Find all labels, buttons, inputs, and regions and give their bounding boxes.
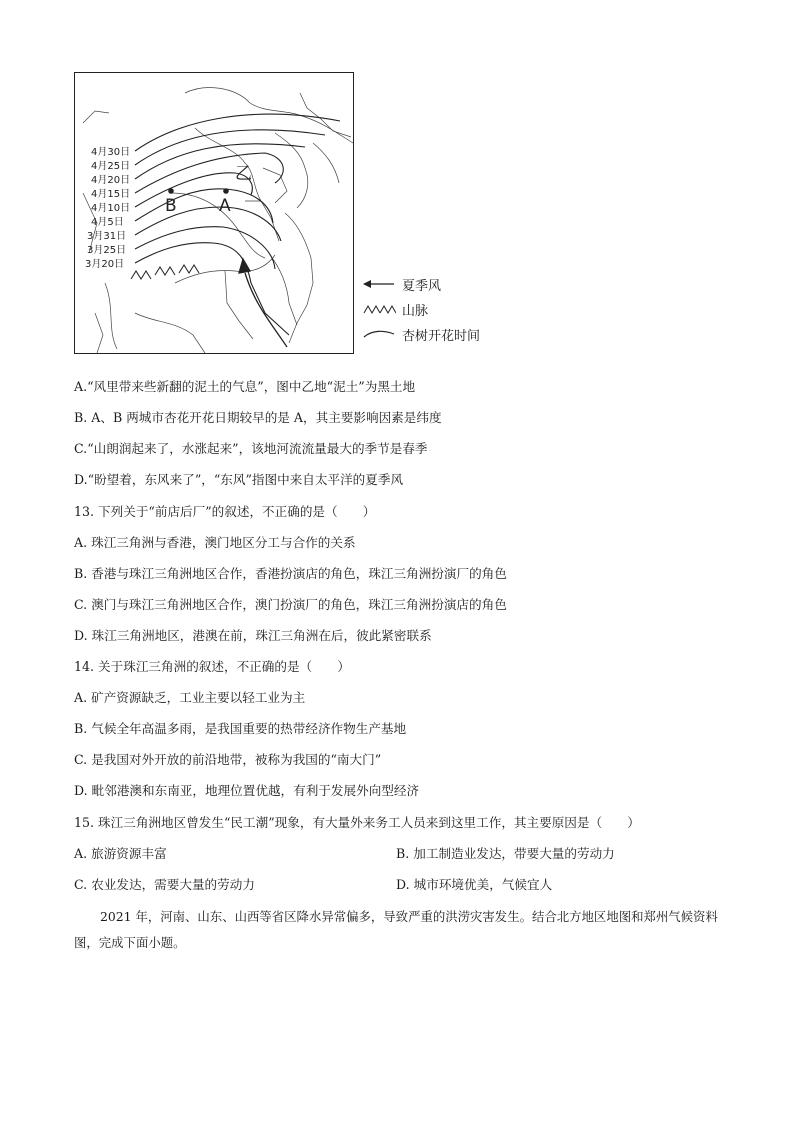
- q12-option-b: B. A、B 两城市杏花开花日期较早的是 A，其主要影响因素是纬度: [74, 410, 442, 425]
- city-b-point: [168, 188, 174, 194]
- q15-option-d: D. 城市环境优美，气候宜人: [396, 877, 553, 892]
- q13-option-b: B. 香港与珠江三角洲地区合作，香港扮演店的角色，珠江三角洲扮演厂的角色: [74, 566, 507, 581]
- q14-option-c: C. 是我国对外开放的前沿地带，被称为我国的“南大门”: [74, 752, 382, 767]
- q14-option-a: A. 矿产资源缺乏，工业主要以轻工业为主: [74, 690, 306, 705]
- q14-option-b: B. 气候全年高温多雨，是我国重要的热带经济作物生产基地: [74, 721, 407, 736]
- isochrone-label: 4月15日: [91, 189, 131, 200]
- isochrone-label: 4月30日: [91, 147, 131, 158]
- map-drawing: [75, 73, 354, 354]
- isochrone-lines: [135, 114, 340, 335]
- q15-option-a: A. 旅游资源丰富: [74, 846, 167, 861]
- q12-option-a: A.“风里带来些新翻的泥土的气息”，图中乙地“泥土”为黑土地: [74, 379, 416, 394]
- intro-paragraph: 2021 年，河南、山东、山西等省区降水异常偏多，导致严重的洪涝灾害发生。结合北方地区地图和郑州气候资料图，完成下面小题。: [74, 909, 718, 950]
- legend-item-summer-monsoon: [362, 274, 441, 294]
- isochrone-label: 3月20日: [85, 259, 125, 270]
- q13-option-a: A. 珠江三角洲与香港，澳门地区分工与合作的关系: [74, 535, 356, 550]
- isochrone-map: [74, 72, 354, 354]
- isochrone-label: 4月25日: [91, 161, 131, 172]
- legend-item-mountains: [362, 299, 428, 319]
- legend-item-blossom-date: [362, 324, 480, 344]
- q13-option-c: C. 澳门与珠江三角洲地区合作，澳门扮演厂的角色，珠江三角洲扮演店的角色: [74, 597, 507, 612]
- curve-line-icon: [362, 328, 396, 340]
- q13-option-d: D. 珠江三角洲地区，港澳在前，珠江三角洲在后，彼此紧密联系: [74, 628, 432, 643]
- q12-option-d: D.“盼望着，东风来了”，“东风”指图中来自太平洋的夏季风: [74, 472, 404, 487]
- legend-label: 杏树开花时间: [402, 328, 481, 344]
- isochrone-label: 3月31日: [87, 231, 127, 242]
- legend-label: 夏季风: [402, 278, 442, 294]
- isochrone-label: 3月25日: [87, 245, 127, 256]
- isochrone-label: 4月5日: [91, 217, 124, 228]
- legend-label: 山脉: [402, 303, 429, 319]
- isochrone-label: 4月20日: [91, 175, 131, 186]
- q12-option-c: C.“山朗润起来了，水涨起来”，该地河流流量最大的季节是春季: [74, 441, 428, 456]
- q15-stem: 15. 珠江三角洲地区曾发生“民工潮”现象，有大量外来务工人员来到这里工作，其主要原因是（ ）: [74, 815, 640, 830]
- arrow-left-icon: [362, 278, 396, 290]
- isochrone-label: 4月10日: [91, 203, 131, 214]
- q13-stem: 13. 下列关于“前店后厂”的叙述，不正确的是（ ）: [74, 504, 376, 519]
- mountain-icon: [362, 303, 396, 315]
- city-a-point: [223, 188, 229, 194]
- place-yi-label: 乙: [235, 164, 252, 184]
- place-a-label: A: [219, 196, 231, 216]
- place-b-label: B: [165, 196, 177, 216]
- q15-option-b: B. 加工制造业发达，带要大量的劳动力: [396, 846, 615, 861]
- q14-stem: 14. 关于珠江三角洲的叙述，不正确的是（ ）: [74, 659, 350, 674]
- q15-option-c: C. 农业发达，需要大量的劳动力: [74, 877, 255, 892]
- isochrone-label-group: [85, 146, 130, 270]
- q14-option-d: D. 毗邻港澳和东南亚，地理位置优越，有利于发展外向型经济: [74, 783, 420, 798]
- map-legend: [362, 272, 522, 352]
- summer-monsoon-arrow: [239, 259, 287, 347]
